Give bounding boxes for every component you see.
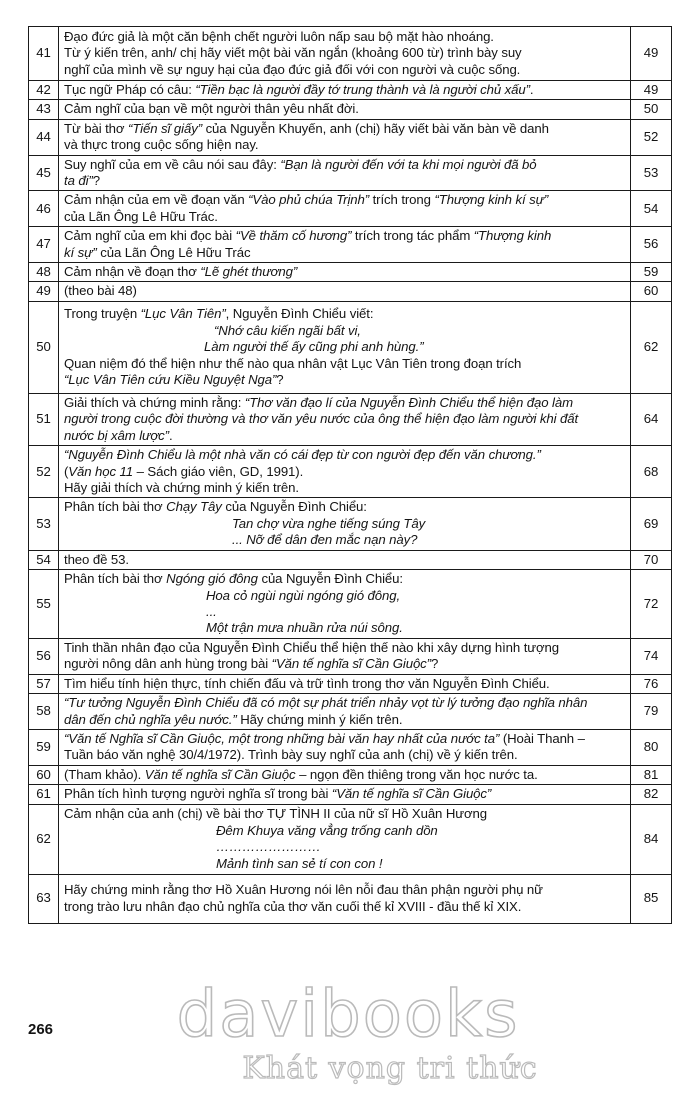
italic-title: Ngóng gió đông (166, 571, 258, 587)
quote-line (64, 323, 626, 339)
table-row (29, 729, 672, 765)
text-line: Tinh thần nhân đạo của Nguyễn Đình Chiểu thể hiện thế nào khi xây dựng hình tượng (64, 639, 560, 655)
item-number: 45 (29, 155, 59, 191)
item-number: 60 (29, 765, 59, 784)
quote-line (64, 588, 626, 604)
mixed-line (64, 121, 626, 137)
text-segment: Suy nghĩ của em về câu nói sau đây: (64, 156, 281, 172)
mixed-line (64, 395, 626, 411)
item-number: 42 (29, 81, 59, 100)
italic-title: Chạy Tây (166, 499, 222, 515)
quote-text: Đêm Khuya văng vẳng trống canh dồn (216, 822, 438, 838)
item-number: 51 (29, 393, 59, 445)
item-description (59, 27, 631, 81)
text-segment: ? (276, 371, 284, 387)
page-reference: 79 (631, 694, 672, 730)
page-reference: 49 (631, 27, 672, 81)
item-description (59, 263, 631, 282)
mixed-line (64, 245, 626, 261)
page-reference: 50 (631, 100, 672, 119)
item-description (59, 393, 631, 445)
item-number: 48 (29, 263, 59, 282)
text-segment: ? (430, 656, 439, 672)
page-reference: 64 (631, 393, 672, 445)
page-reference: 59 (631, 263, 672, 282)
text-line: trong trào lưu nhân đạo chủ nghĩa của thơ văn cuối thế kỉ XVIII - đầu thế kỉ XIX. (64, 898, 522, 914)
italic-title: “Văn tế nghĩa sĩ Cần Giuộc” (331, 786, 492, 802)
item-number: 59 (29, 729, 59, 765)
table-row (29, 227, 672, 263)
item-description (59, 569, 631, 638)
quote-line (64, 428, 626, 444)
text-line: và thực trong cuộc sống hiện nay. (64, 137, 259, 153)
item-description (59, 119, 631, 155)
item-number: 47 (29, 227, 59, 263)
item-number: 43 (29, 100, 59, 119)
italic-title: “Lẽ ghét thương” (200, 264, 298, 280)
text-segment: Phân tích hình tượng người nghĩa sĩ trong bài (64, 786, 332, 802)
quote-line (64, 823, 626, 839)
item-description (59, 765, 631, 784)
table-row (29, 550, 672, 569)
page-reference: 72 (631, 569, 672, 638)
page-reference: 52 (631, 119, 672, 155)
text-segment: (Hoài Thanh – (499, 730, 585, 746)
item-number: 55 (29, 569, 59, 638)
item-description (59, 282, 631, 301)
quote-text: Làm người thế ấy cũng phi anh hùng.” (204, 339, 424, 355)
table-row (29, 874, 672, 923)
text-segment: Cảm nhận của em về đoạn văn (64, 192, 249, 208)
mixed-line (64, 306, 626, 322)
text-segment: người nông dân anh hùng trong bài (64, 656, 272, 672)
table-row (29, 804, 672, 874)
item-number: 50 (29, 301, 59, 393)
italic-title: “Thượng kinh (473, 228, 552, 244)
page-reference: 60 (631, 282, 672, 301)
table-row (29, 785, 672, 804)
item-number: 61 (29, 785, 59, 804)
item-number: 49 (29, 282, 59, 301)
item-number: 63 (29, 874, 59, 923)
text-line: (theo bài 48) (64, 283, 137, 299)
page-reference: 69 (631, 498, 672, 550)
quote-line (64, 532, 626, 548)
quote-line (64, 856, 626, 872)
text-segment: của Nguyễn Đình Chiểu: (257, 571, 403, 587)
table-row (29, 569, 672, 638)
italic-title: “Thượng kinh kí sự” (434, 192, 549, 208)
item-description (59, 100, 631, 119)
italic-title: “Vào phủ chúa Trịnh” (248, 192, 370, 208)
item-description (59, 191, 631, 227)
italic-title: “Tiền bạc là người đầy tớ trung thành và là người chủ xấu” (195, 82, 530, 97)
text-line: Tìm hiểu tính hiện thực, tính chiến đấu và trữ tình trong thơ văn Nguyễn Đình Chiểu. (64, 675, 550, 691)
text-segment: , Nguyễn Đình Chiểu viết: (225, 306, 374, 322)
text-line: Quan niệm đó thể hiện như thế nào qua nhân vật Lục Vân Tiên trong đoạn trích (64, 355, 522, 371)
item-description (59, 498, 631, 550)
quote-text: “Tư tưởng Nguyễn Đình Chiểu đã có một sự phát triển nhảy vọt từ lý tưởng đạo nghĩa nhân (64, 695, 588, 711)
item-number: 58 (29, 694, 59, 730)
item-description (59, 81, 631, 100)
quote-line (64, 447, 626, 463)
italic-title: Văn tế nghĩa sĩ Cần Giuộc (144, 766, 296, 782)
text-segment: Tục ngữ Pháp có câu: (64, 82, 196, 97)
table-row (29, 282, 672, 301)
text-segment: Phân tích bài thơ (64, 571, 167, 587)
italic-title: “Văn tế Nghĩa sĩ Cần Giuộc, một trong những bài văn hay nhất của nước ta” (64, 730, 500, 746)
quote-line (64, 604, 626, 620)
text-line: Đạo đức giả là một căn bệnh chết người luôn nấp sau bộ mặt hào nhoáng. (64, 28, 494, 44)
quote-line (64, 839, 626, 855)
page-reference: 85 (631, 874, 672, 923)
quote-text: “Nhớ câu kiến ngãi bất vi, (214, 322, 361, 338)
page-reference: 81 (631, 765, 672, 784)
table-row (29, 446, 672, 498)
italic-title: “Lục Vân Tiên” (140, 306, 226, 322)
mixed-line (64, 192, 626, 208)
text-line: Tuần báo văn nghệ 30/4/1972). Trình bày suy nghĩ của anh (chị) về ý kiến trên. (64, 747, 518, 763)
text-segment: của Lãn Ông Lê Hữu Trác (96, 244, 251, 260)
quote-text: Mảnh tình san sẻ tí con con ! (216, 855, 383, 871)
item-description (59, 674, 631, 693)
table-row (29, 263, 672, 282)
page-reference: 80 (631, 729, 672, 765)
quote-text: ... Nỡ để dân đen mắc nạn này? (232, 532, 418, 548)
mixed-line (64, 767, 626, 783)
quote-text: ... (206, 603, 217, 619)
table-row (29, 638, 672, 674)
page-reference: 62 (631, 301, 672, 393)
table-row (29, 694, 672, 730)
text-segment: . (529, 82, 534, 97)
page-reference: 70 (631, 550, 672, 569)
text-segment: trích trong (369, 192, 435, 208)
table-row (29, 155, 672, 191)
item-number: 41 (29, 27, 59, 81)
text-segment: của Nguyễn Đình Chiểu: (221, 499, 367, 515)
mixed-line (64, 499, 626, 515)
page-reference: 56 (631, 227, 672, 263)
quote-text: nước bị xâm lược” (64, 427, 169, 443)
table-row (29, 27, 672, 81)
mixed-line (64, 786, 626, 802)
italic-title: “Văn tế nghĩa sĩ Cần Giuộc” (271, 656, 431, 672)
item-number: 52 (29, 446, 59, 498)
mixed-line (64, 228, 626, 244)
text-segment: ( (64, 463, 69, 479)
mixed-line (64, 712, 626, 728)
contents-table (28, 26, 672, 924)
quote-text: “Nguyễn Đình Chiểu là một nhà văn có cái đẹp từ con người đẹp đến văn chương.” (64, 447, 541, 463)
text-line: nghĩ của mình về sự nguy hại của đạo đức giả đối với con người và cuộc sống. (64, 61, 521, 77)
page-reference: 54 (631, 191, 672, 227)
italic-title: “Lục Vân Tiên cứu Kiều Nguyệt Nga” (64, 371, 277, 387)
text-segment: Cảm nghĩ của em khi đọc bài (64, 228, 236, 244)
text-line: Hãy chứng minh rằng thơ Hồ Xuân Hương nói lên nỗi đau thân phận người phụ nữ (64, 882, 543, 898)
watermark-logo: davibooks (176, 978, 520, 1052)
page-number: 266 (28, 1021, 54, 1038)
quote-line (64, 620, 626, 636)
page-reference: 76 (631, 674, 672, 693)
quote-line (64, 339, 626, 355)
mixed-line (64, 464, 626, 480)
text-line: Cảm nhận của anh (chị) về bài thơ TỰ TÌNH II của nữ sĩ Hồ Xuân Hương (64, 806, 488, 822)
item-number: 57 (29, 674, 59, 693)
table-row (29, 498, 672, 550)
item-description (59, 155, 631, 191)
item-number: 62 (29, 804, 59, 874)
page-reference: 53 (631, 155, 672, 191)
quote-text: …………………… (216, 839, 321, 855)
text-segment: Giải thích và chứng minh rằng: (64, 394, 245, 410)
italic-title: kí sự” (64, 244, 97, 260)
text-segment: trích trong tác phẩm (351, 228, 474, 244)
item-description (59, 694, 631, 730)
italic-title: Văn học 11 (68, 463, 134, 479)
text-segment: – Sách giáo viên, GD, 1991). (133, 463, 304, 479)
text-segment: Hãy chứng minh ý kiến trên. (236, 711, 403, 727)
italic-title: “Tiến sĩ giấy” (128, 120, 202, 136)
italic-title: “Thơ văn đạo lí của Nguyễn Đình Chiểu thể hiện đạo làm (244, 394, 573, 410)
item-description (59, 874, 631, 923)
text-line: Hãy giải thích và chứng minh ý kiến trên. (64, 479, 299, 495)
table-row (29, 301, 672, 393)
page-reference: 82 (631, 785, 672, 804)
item-description (59, 729, 631, 765)
item-description (59, 638, 631, 674)
page-reference: 68 (631, 446, 672, 498)
page-reference: 74 (631, 638, 672, 674)
table-row (29, 119, 672, 155)
mixed-line (64, 372, 626, 388)
item-description (59, 550, 631, 569)
text-segment: (Tham khảo). (64, 766, 145, 782)
quote-line (64, 695, 626, 711)
text-segment: ? (92, 173, 100, 189)
mixed-line (64, 571, 626, 587)
watermark-tagline: Khát vọng tri thức (242, 1051, 538, 1086)
table-row (29, 393, 672, 445)
quote-text: Một trận mưa nhuần rửa núi sông. (206, 620, 403, 636)
item-number: 54 (29, 550, 59, 569)
mixed-line (64, 656, 626, 672)
text-line: Cảm nghĩ của bạn về một người thân yêu nhất đời. (64, 101, 359, 117)
text-line: của Lãn Ông Lê Hữu Trác. (64, 208, 218, 224)
text-segment: . (168, 427, 173, 443)
item-number: 46 (29, 191, 59, 227)
item-description (59, 227, 631, 263)
text-segment: của Nguyễn Khuyến, anh (chị) hãy viết bài văn bàn về danh (202, 120, 549, 136)
italic-title: “Bạn là người đến với ta khi mọi người đã bỏ (280, 156, 537, 172)
text-segment: – ngọn đền thiêng trong văn học nước ta. (295, 766, 538, 782)
quote-text: người trong cuộc đời thường và thơ văn yêu nước của ông thể hiện đạo làm người khi đất (64, 411, 579, 427)
table-row (29, 191, 672, 227)
text-segment: Phân tích bài thơ (64, 499, 167, 515)
text-segment: Cảm nhận về đoạn thơ (64, 264, 201, 280)
item-number: 53 (29, 498, 59, 550)
quote-text: Hoa cỏ ngùi ngùi ngóng gió đông, (206, 587, 401, 603)
item-description (59, 446, 631, 498)
quote-line (64, 411, 626, 427)
italic-title: dân đến chủ nghĩa yêu nước.” (64, 711, 237, 727)
table-row (29, 81, 672, 100)
table-row (29, 765, 672, 784)
italic-title: ta đi” (64, 173, 93, 189)
item-description (59, 785, 631, 804)
text-line: theo đề 53. (64, 551, 129, 567)
mixed-line (64, 264, 626, 280)
item-number: 56 (29, 638, 59, 674)
text-segment: Từ bài thơ (64, 120, 129, 136)
contents-table-body (29, 27, 672, 924)
item-description (59, 301, 631, 393)
italic-title: “Về thăm cố hương” (235, 228, 352, 244)
quote-text: Tan chợ vừa nghe tiếng súng Tây (232, 515, 426, 531)
table-row (29, 100, 672, 119)
quote-line (64, 516, 626, 532)
item-description (59, 804, 631, 874)
text-line: Từ ý kiến trên, anh/ chị hãy viết một bài văn ngắn (khoảng 600 từ) trình bày suy (64, 45, 522, 61)
mixed-line (64, 82, 626, 98)
table-row (29, 674, 672, 693)
mixed-line (64, 173, 626, 189)
page-reference: 49 (631, 81, 672, 100)
mixed-line (64, 731, 626, 747)
item-number: 44 (29, 119, 59, 155)
mixed-line (64, 157, 626, 173)
text-segment: Trong truyện (64, 306, 141, 322)
page-reference: 84 (631, 804, 672, 874)
